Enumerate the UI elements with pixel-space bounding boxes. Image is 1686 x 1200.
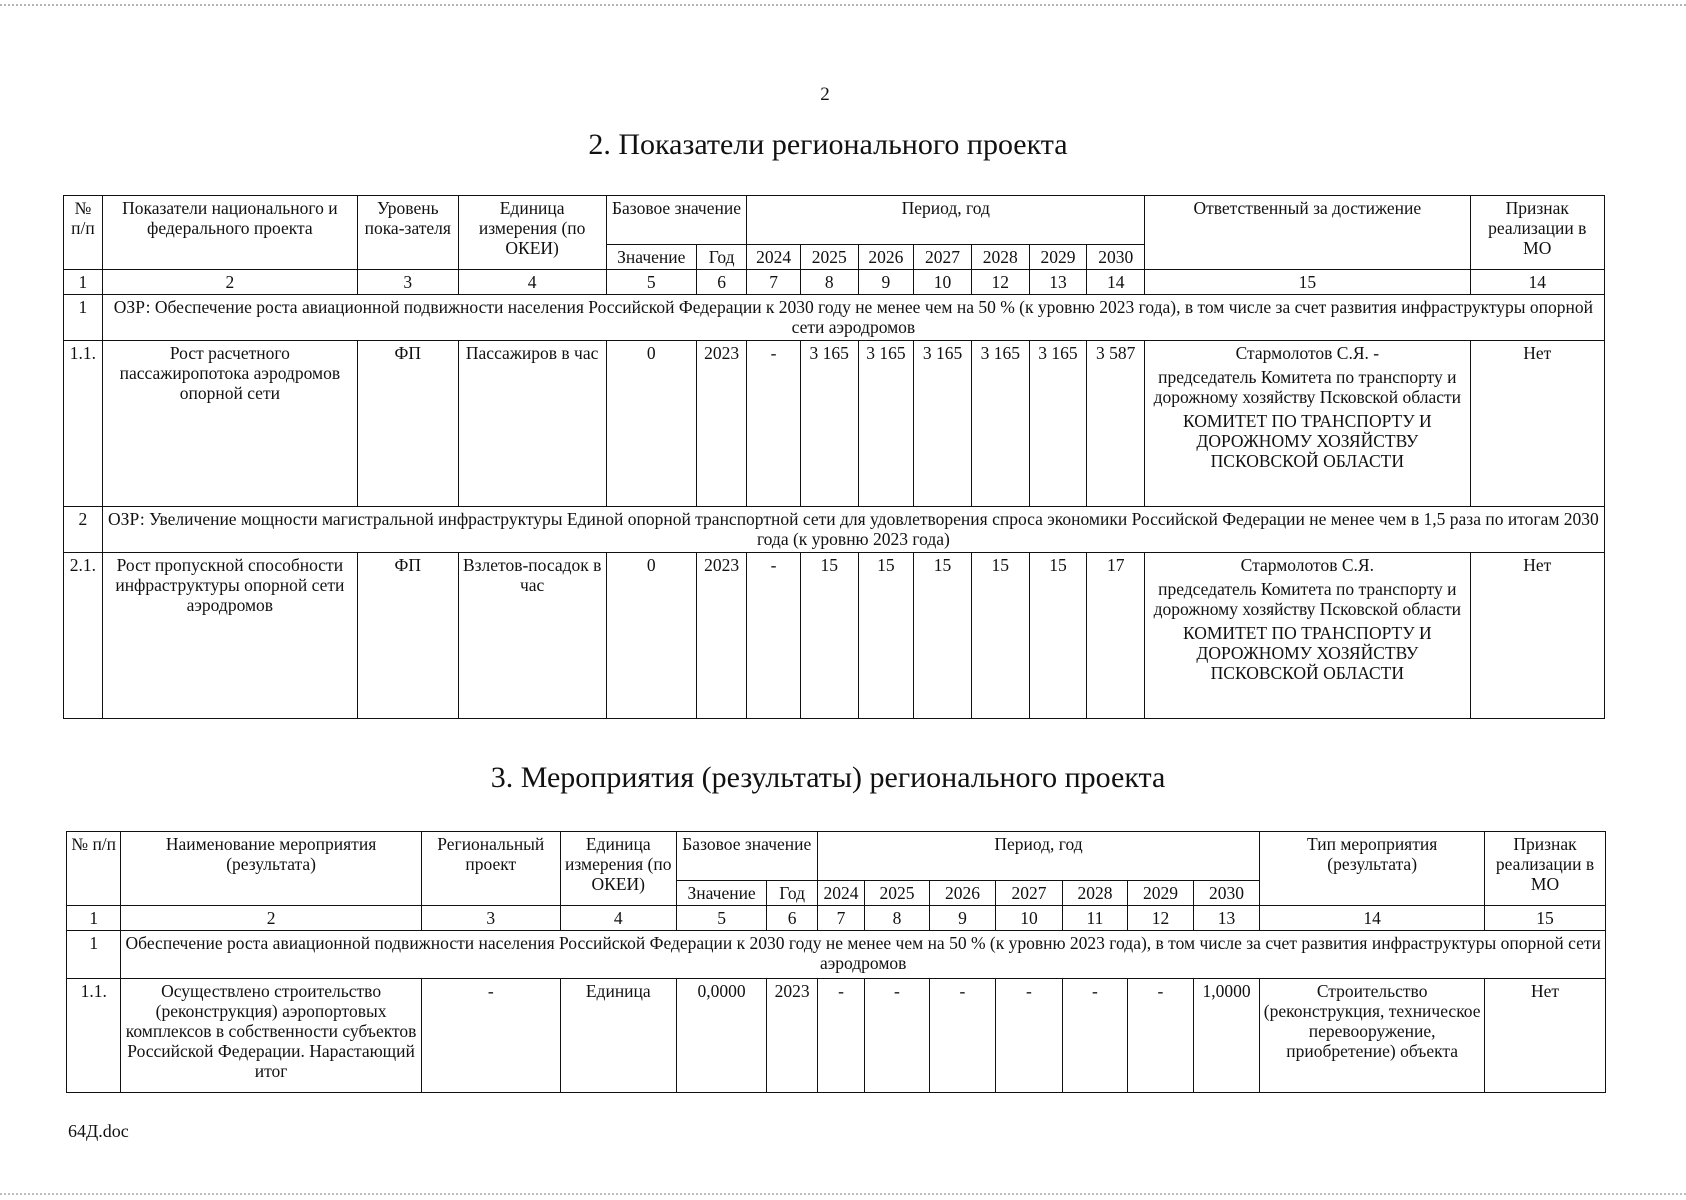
col-number: 5	[676, 906, 767, 931]
group-title: ОЗР: Обеспечение роста авиационной подвижности населения Российской Федерации к 2030 году не менее чем на 50 % (к уровню 2023 года), в том числе за счет развития инфраструктуры опорной сети аэродромов	[102, 295, 1604, 341]
header-mo: Признак реализации в МО	[1470, 196, 1604, 270]
activity-type: Строительство (реконструкция, техническое перевооружение, приобретение) объекта	[1260, 979, 1485, 1093]
header-mo: Признак реализации в МО	[1485, 832, 1606, 906]
col-number: 2	[102, 270, 357, 295]
group-row	[64, 507, 1605, 553]
responsible-position: председатель Комитета по транспорту и дорожному хозяйству Псковской области	[1153, 367, 1462, 407]
col-number: 6	[767, 906, 817, 931]
header-year: 2030	[1193, 881, 1260, 906]
col-number: 13	[1029, 270, 1087, 295]
col-number: 6	[696, 270, 746, 295]
indicator-name: Рост пропускной способности инфраструктуры опорной сети аэродромов	[102, 553, 357, 719]
year-value: 3 165	[1029, 341, 1087, 507]
col-number: 7	[817, 906, 864, 931]
section-2-title: 2. Показатели регионального проекта	[588, 128, 1068, 161]
header-year: 2029	[1128, 881, 1194, 906]
col-number: 13	[1193, 906, 1260, 931]
scan-edge-top	[0, 4, 1686, 6]
col-number: 15	[1485, 906, 1606, 931]
header-base-year: Год	[696, 245, 746, 270]
year-value: 3 165	[800, 341, 858, 507]
year-value: 3 587	[1087, 341, 1145, 507]
header-unit: Единица измерения (по ОКЕИ)	[458, 196, 606, 270]
header-year: 2026	[858, 245, 914, 270]
col-number: 12	[1128, 906, 1194, 931]
col-number: 12	[971, 270, 1029, 295]
activity-name: Осуществлено строительство (реконструкция) аэропортовых комплексов в собственности субъектов Российской Федерации. Нарастающий итог	[121, 979, 421, 1093]
section-3-title: 3. Мероприятия (результаты) регионального проекта	[490, 761, 1166, 794]
col-number: 9	[858, 270, 914, 295]
header-year: 2028	[1062, 881, 1128, 906]
header-base: Базовое значение	[676, 832, 817, 881]
col-number: 14	[1260, 906, 1485, 931]
table-row	[64, 341, 1605, 507]
responsible-position: председатель Комитета по транспорту и дорожному хозяйству Псковской области	[1153, 579, 1462, 619]
group-title: ОЗР: Увеличение мощности магистральной инфраструктуры Единой опорной транспортной сети для удовлетворения спроса экономики Российской Федерации не менее чем в 1,5 раза по итогам 2030 года (к уровню 2023 года)	[102, 507, 1604, 553]
header-num: № п/п	[67, 832, 121, 906]
col-number: 3	[421, 906, 560, 931]
header-indicator: Показатели национального и федерального проекта	[102, 196, 357, 270]
header-base-value: Значение	[676, 881, 767, 906]
group-row	[64, 295, 1605, 341]
mo-flag: Нет	[1485, 979, 1606, 1093]
activity-unit: Единица	[560, 979, 676, 1093]
col-number: 1	[67, 906, 121, 931]
header-base: Базовое значение	[606, 196, 747, 245]
row-number: 2.1.	[64, 553, 103, 719]
base-year: 2023	[696, 341, 746, 507]
col-number: 9	[929, 906, 996, 931]
mo-flag: Нет	[1470, 553, 1604, 719]
header-year: 2027	[914, 245, 972, 270]
file-name-footer: 64Д.doc	[68, 1121, 129, 1141]
col-number: 7	[747, 270, 801, 295]
col-number: 10	[914, 270, 972, 295]
responsible-org: КОМИТЕТ ПО ТРАНСПОРТУ И ДОРОЖНОМУ ХОЗЯЙСТВУ ПСКОВСКОЙ ОБЛАСТИ	[1183, 623, 1432, 683]
year-value: -	[996, 979, 1063, 1093]
header-responsible: Ответственный за достижение	[1145, 196, 1470, 270]
base-year: 2023	[696, 553, 746, 719]
table-row	[67, 979, 1606, 1093]
scan-edge-bottom	[0, 1193, 1686, 1195]
year-value: -	[1062, 979, 1128, 1093]
responsible-name: Стармолотов С.Я. -	[1235, 343, 1380, 363]
indicator-level: ФП	[357, 553, 458, 719]
header-base-value: Значение	[606, 245, 696, 270]
header-year: 2024	[747, 245, 801, 270]
header-period: Период, год	[817, 832, 1259, 881]
indicator-unit: Взлетов-посадок в час	[458, 553, 606, 719]
col-number: 5	[606, 270, 696, 295]
col-number: 4	[560, 906, 676, 931]
responsible-name: Стармолотов С.Я.	[1240, 555, 1374, 575]
year-value: -	[929, 979, 996, 1093]
header-base-year: Год	[767, 881, 817, 906]
col-number: 14	[1470, 270, 1604, 295]
col-number: 3	[357, 270, 458, 295]
col-number: 15	[1145, 270, 1470, 295]
header-year: 2025	[800, 245, 858, 270]
header-unit: Единица измерения (по ОКЕИ)	[560, 832, 676, 906]
header-year: 2030	[1087, 245, 1145, 270]
indicators-table	[63, 195, 1605, 719]
base-value: 0	[606, 553, 696, 719]
header-year: 2024	[817, 881, 864, 906]
year-value: 3 165	[914, 341, 972, 507]
year-value: 15	[914, 553, 972, 719]
header-num: № п/п	[64, 196, 103, 270]
year-value: 3 165	[858, 341, 914, 507]
indicator-level: ФП	[357, 341, 458, 507]
header-name: Наименование мероприятия (результата)	[121, 832, 421, 906]
header-year: 2025	[865, 881, 930, 906]
year-value: 15	[1029, 553, 1087, 719]
year-value: 15	[800, 553, 858, 719]
col-number: 10	[996, 906, 1063, 931]
header-year: 2026	[929, 881, 996, 906]
page-number: 2	[820, 84, 830, 105]
header-project: Региональный проект	[421, 832, 560, 906]
responsible-cell	[1145, 341, 1470, 507]
responsible-org: КОМИТЕТ ПО ТРАНСПОРТУ И ДОРОЖНОМУ ХОЗЯЙСТВУ ПСКОВСКОЙ ОБЛАСТИ	[1183, 411, 1432, 471]
col-number: 11	[1062, 906, 1128, 931]
activities-table	[66, 831, 1606, 1093]
row-number: 1.1.	[64, 341, 103, 507]
base-value: 0,0000	[676, 979, 767, 1093]
year-value: 1,0000	[1193, 979, 1260, 1093]
group-number: 1	[64, 295, 103, 341]
header-row	[67, 832, 1606, 881]
year-value: 15	[858, 553, 914, 719]
year-value: 3 165	[971, 341, 1029, 507]
header-level: Уровень пока-зателя	[357, 196, 458, 270]
base-value: 0	[606, 341, 696, 507]
row-number: 1.1.	[67, 979, 121, 1093]
header-row	[64, 196, 1605, 245]
header-period: Период, год	[747, 196, 1145, 245]
responsible-cell	[1145, 553, 1470, 719]
col-number: 2	[121, 906, 421, 931]
col-number: 8	[865, 906, 930, 931]
group-row	[67, 931, 1606, 979]
col-number: 14	[1087, 270, 1145, 295]
year-value: -	[1128, 979, 1194, 1093]
indicator-name: Рост расчетного пассажиропотока аэродромов опорной сети	[102, 341, 357, 507]
year-value: -	[865, 979, 930, 1093]
year-value: -	[747, 553, 801, 719]
header-type: Тип мероприятия (результата)	[1260, 832, 1485, 906]
year-value: 17	[1087, 553, 1145, 719]
regional-project: -	[421, 979, 560, 1093]
header-year: 2029	[1029, 245, 1087, 270]
mo-flag: Нет	[1470, 341, 1604, 507]
col-number: 8	[800, 270, 858, 295]
group-number: 2	[64, 507, 103, 553]
table-row	[64, 553, 1605, 719]
group-number: 1	[67, 931, 121, 979]
column-numbers-row	[64, 270, 1605, 295]
col-number: 4	[458, 270, 606, 295]
header-year: 2028	[971, 245, 1029, 270]
column-numbers-row	[67, 906, 1606, 931]
year-value: -	[817, 979, 864, 1093]
base-year: 2023	[767, 979, 817, 1093]
group-title: Обеспечение роста авиационной подвижности населения Российской Федерации к 2030 году не менее чем на 50 % (к уровню 2023 года), в том числе за счет развития инфраструктуры опорной сети аэродромов	[121, 931, 1606, 979]
col-number: 1	[64, 270, 103, 295]
year-value: 15	[971, 553, 1029, 719]
year-value: -	[747, 341, 801, 507]
header-year: 2027	[996, 881, 1063, 906]
indicator-unit: Пассажиров в час	[458, 341, 606, 507]
